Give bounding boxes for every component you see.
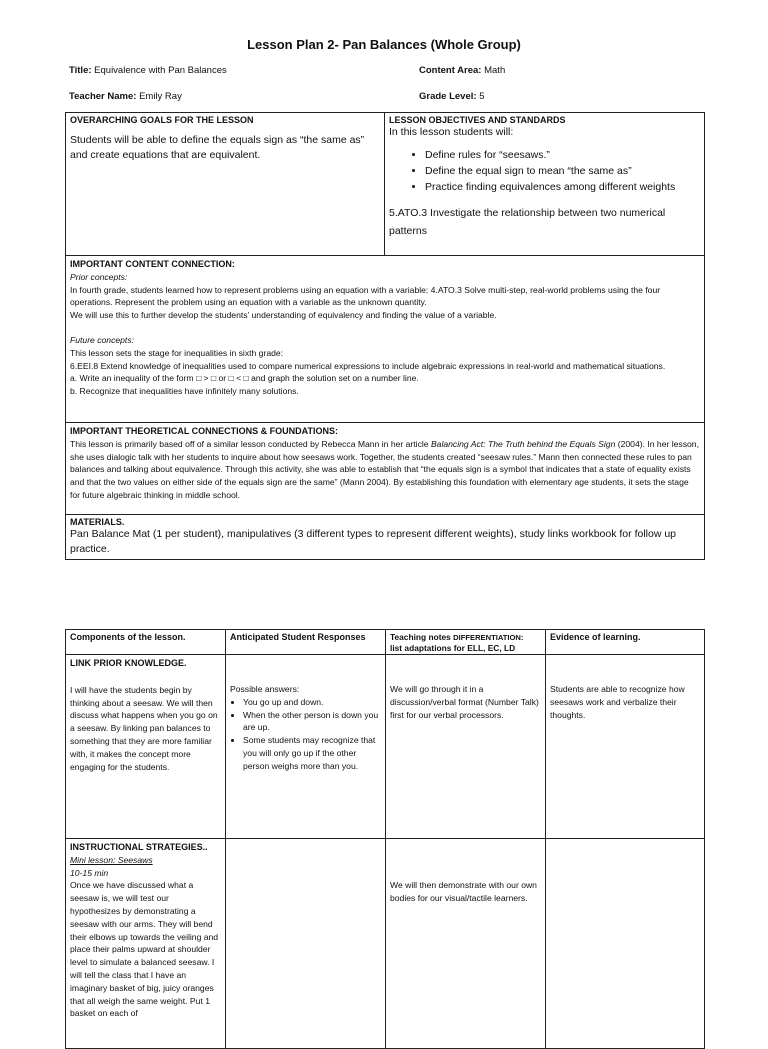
link-prior-knowledge-text: I will have the students begin by thinking about a seesaw. We will then discuss what happens when you go on a seesaw. By linking pan balances to something that they are more familiar with, it makes the concept more engaging for the students. — [70, 684, 218, 772]
responses-intro: Possible answers: — [230, 684, 300, 694]
response-item: • Some students may recognize that you will only go up if the other person weighs more than you. — [243, 734, 381, 772]
title-label: Title: — [69, 65, 92, 76]
teaching-notes-cell — [386, 655, 545, 838]
objectives-header: LESSON OBJECTIVES AND STANDARDS — [389, 115, 566, 125]
mini-lesson-duration: 10-15 min — [70, 867, 109, 878]
objective-item: • Define the equal sign to mean “the same as” — [425, 164, 700, 179]
objective-item: • Practice finding equivalences among different weights — [425, 180, 700, 195]
goals-cell — [66, 113, 384, 255]
theory-text — [70, 438, 700, 502]
lesson-title-meta — [69, 65, 227, 76]
theory-text-a: This lesson is primarily based off of a similar lesson conducted by Rebecca Mann in her article — [70, 438, 431, 449]
col-header-evidence: Evidence of learning. — [550, 632, 641, 642]
prior-concepts-label: Prior concepts: — [70, 271, 128, 282]
grade-value: 5 — [479, 91, 485, 102]
teacher-label: Teacher Name: — [69, 91, 137, 102]
teacher-meta — [69, 91, 182, 102]
future-concepts-line-4: b. Recognize that inequalities have infinitely many solutions. — [70, 386, 299, 397]
prior-concepts-text-2: We will use this to further develop the students’ understanding of equivalency and finding the value of a variable. — [70, 310, 497, 321]
instructional-strategies-header: INSTRUCTIONAL STRATEGIES.. — [70, 842, 208, 852]
materials-header: MATERIALS. — [70, 517, 125, 527]
goals-text: Students will be able to define the equals sign as “the same as” and create equations that are equivalent. — [70, 134, 365, 161]
content-connection-cell — [66, 256, 704, 422]
goals-header: OVERARCHING GOALS FOR THE LESSON — [70, 115, 254, 125]
evidence-text: Students are able to recognize how seesaws work and verbalize their thoughts. — [550, 684, 685, 720]
col-header-responses: Anticipated Student Responses — [230, 632, 366, 642]
content-area-label: Content Area: — [419, 65, 482, 76]
link-prior-knowledge-cell — [66, 655, 225, 838]
materials-text: Pan Balance Mat (1 per student), manipulatives (3 different types to represent different weights), study links workbook for follow up practice. — [70, 528, 677, 555]
response-item: • You go up and down. — [243, 696, 381, 709]
future-concepts-label: Future concepts: — [70, 334, 135, 345]
prior-concepts-text: In fourth grade, students learned how to represent problems using an equation with a variable: 4.ATO.3 Solve multi-step, real-world problems using the four operations. Represent the problem using an equation with a variable as the unknown quantity. — [70, 284, 661, 308]
future-concepts-line-3: a. Write an inequality of the form □ > □ or □ < □ and graph the solution set on a number line. — [70, 373, 419, 384]
theory-cell — [66, 423, 704, 514]
objectives-standard: 5.ATO.3 Investigate the relationship between two numerical patterns — [389, 207, 666, 237]
objective-item: • Define rules for “seesaws.” — [425, 148, 700, 163]
link-prior-knowledge-header: LINK PRIOR KNOWLEDGE. — [70, 658, 187, 668]
strategies-notes-text: We will then demonstrate with our own bodies for our visual/tactile learners. — [390, 880, 537, 903]
mini-lesson-title: Mini lesson: Seesaws — [70, 854, 153, 865]
col-header-teaching-notes — [386, 630, 545, 656]
materials-cell — [66, 515, 704, 559]
objectives-intro: In this lesson students will: — [389, 126, 514, 138]
objectives-list — [389, 148, 700, 195]
response-item: • When the other person is down you are up. — [243, 709, 381, 735]
theory-header: IMPORTANT THEORETICAL CONNECTIONS & FOUNDATIONS: — [70, 426, 338, 436]
differentiation-label: DIFFERENTIATION: — [453, 633, 524, 642]
content-area-meta — [419, 65, 505, 76]
instructional-strategies-cell — [66, 839, 225, 1024]
objectives-cell — [385, 113, 704, 255]
future-concepts-line-2: 6.EEI.8 Extend knowledge of inequalities used to compare numerical expressions to include algebraic expressions in real-world and mathematical situations. — [70, 360, 666, 371]
strategies-notes-cell — [386, 839, 545, 1024]
mini-lesson-text: Once we have discussed what a seesaw is, we will test our hypothesizes by demonstrating a seesaw with our arms. They will bend their elbows up towards the veiling and place their palms upward at shoulder level to simulate a balanced seesaw. I will tell the class that I have an imaginary basket of big, juicy oranges that all weigh the same weight. Put 1 basket on each of — [70, 880, 219, 1019]
adaptations-label: list adaptations for ELL, EC, LD — [390, 643, 516, 653]
teacher-value: Emily Ray — [139, 91, 182, 102]
responses-list — [230, 696, 381, 773]
grade-label: Grade Level: — [419, 91, 477, 102]
teaching-notes-text: We will go through it in a discussion/verbal format (Number Talk) first for our verbal processors. — [390, 684, 539, 720]
page-title: Lesson Plan 2- Pan Balances (Whole Group) — [247, 37, 521, 52]
title-value: Equivalence with Pan Balances — [94, 65, 227, 76]
evidence-cell — [546, 655, 704, 838]
responses-cell — [226, 655, 385, 838]
theory-article-title: Balancing Act: The Truth behind the Equals Sign — [430, 438, 616, 449]
content-connection-header: IMPORTANT CONTENT CONNECTION: — [70, 259, 235, 269]
col-header-components: Components of the lesson. — [70, 632, 186, 642]
future-concepts-line-1: This lesson sets the stage for inequalities in sixth grade: — [70, 347, 284, 358]
teaching-notes-label: Teaching notes — [390, 632, 454, 642]
content-area-value: Math — [484, 65, 506, 76]
theory-text-b: (2004). In her lesson, she uses dialogic talk with her students to inquire about how seesaws work. Together, the students created “seesaw rules.” Mann then connected these rules to pan balances and talking about equivalence. Through this activity, she was able to establish that “the equals sign is a symbol that indicates that a state of equality exists and that the two values on either side of the equals sign are the same” (Mann 2004). By establishing this foundation with elementary age students, it sets the stage for future algebraic thinking in middle school. — [70, 438, 699, 500]
grade-meta — [419, 91, 485, 102]
